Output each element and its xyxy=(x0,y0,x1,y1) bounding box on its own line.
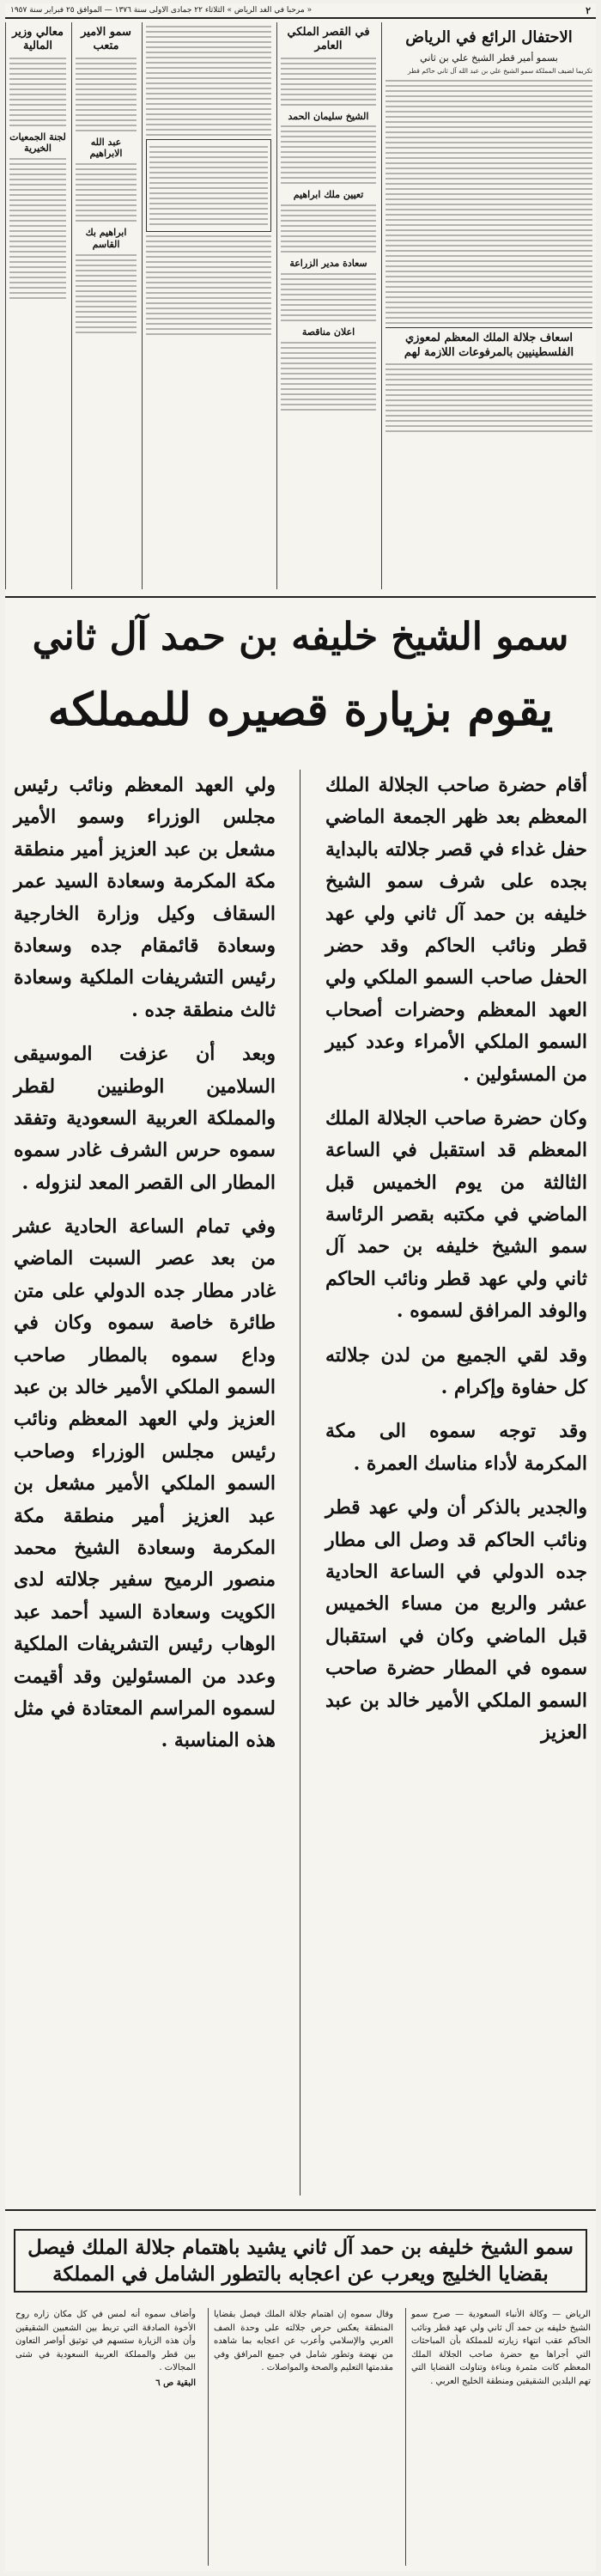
bottom-article-title: سمو الشيخ خليفه بن حمد آل ثاني يشيد باهتمام جلالة الملك فيصل بقضايا الخليج ويعرب عن اعجابه بالتطور الشامل في المملكة xyxy=(14,2229,587,2293)
top-col-4 xyxy=(71,22,140,589)
bottom-left-column xyxy=(10,2308,201,2566)
top-col-2-title: في القصر الملكي العامر xyxy=(287,26,370,53)
top-col-1-title: الاحتفال الرائع في الرياض xyxy=(405,28,573,46)
main-paragraph: ولي العهد المعظم ونائب رئيس مجلس الوزراء وسمو الأمير مشعل بن عبد العزيز أمير منطقة مكة المكرمة وسعادة السيد عمر السقاف وكيل وزارة الخارجية وسعادة قائمقام جده وسعادة رئيس التشريفات الملكية وسعادة ثالث منطقة جده . xyxy=(14,774,276,1021)
top-col-1-subtitle: بسمو أمير قطر الشيخ علي بن ثاني xyxy=(420,52,558,64)
top-col-2-heading-4: اعلان مناقصة xyxy=(301,326,355,338)
main-article-body xyxy=(5,770,596,2195)
top-col-3-heading-2: ابراهيم بك القاسم xyxy=(85,227,127,250)
top-col-3-heading-1: عبد الله الابراهيم xyxy=(89,136,123,160)
main-headline-line-2: يقوم بزيارة قصيره للمملكه xyxy=(47,684,554,736)
continued-note: البقية ص ٦ xyxy=(155,2378,196,2388)
top-col-1-text xyxy=(385,80,592,324)
bottom-paragraph: الرياض — وكالة الأنباء السعودية — صرح سمو الشيخ خليفه بن حمد آل ثاني ولي عهد قطر ونائب الحاكم عقب انتهاء زيارته للمملكة بأن المباحثات التي أجراها مع حضرة صاحب الجلالة الملك المعظم كانت مثمرة وبناءة وتناولت القضايا التي تهم البلدين الشقيقين ومنطقة الخليج العربي . xyxy=(411,2310,591,2386)
top-col-2-heading-2: تعيين ملك ابراهيم xyxy=(293,189,364,201)
bottom-right-column xyxy=(405,2308,596,2566)
newspaper-page xyxy=(5,3,596,2572)
main-paragraph: وفي تمام الساعة الحادية عشر من بعد عصر السبت الماضي غادر مطار جده الدولي على متن طائرة خاصة سموه وكان في وداع سموه بالمطار صاحب السمو الملكي الأمير خالد بن عبد العزيز ولي العهد المعظم ونائب رئيس مجلس الوزراء وصاحب السمو الملكي الأمير مشعل بن عبد العزيز أمير منطقة مكة المكرمة وسعادة الشيخ محمد منصور الرميح سفير جلالته لدى الكويت وسعادة السيد أحمد عبد الوهاب رئيس التشريفات الملكية وعدد من المسئولين وقد أقيمت لسموه المراسم المعتادة في مثل هذه المناسبة . xyxy=(14,1215,276,1752)
bottom-paragraph: وقال سموه إن اهتمام جلالة الملك فيصل بقضايا المنطقة يعكس حرص جلالته على وحدة الصف العربي والإسلامي وأعرب عن اعجابه بما شاهده من نهضة وتطور شامل في جميع المرافق وفي مقدمتها التعليم والصحة والمواصلات . xyxy=(214,2310,393,2372)
main-paragraph: وقد توجه سموه الى مكة المكرمة لأداء مناسك العمرة . xyxy=(325,1420,587,1475)
top-col-5 xyxy=(5,22,70,589)
main-paragraph: وبعد أن عزفت الموسيقى السلامين الوطنيين لقطر والمملكة العربية السعودية وتفقد سموه حرس الشرف غادر سموه المطار الى القصر المعد لنزوله . xyxy=(14,1043,276,1194)
bottom-article-body xyxy=(5,2308,596,2566)
main-left-column xyxy=(5,770,284,2195)
main-headline-line-1: سمو الشيخ خليفه بن حمد آل ثاني xyxy=(32,615,569,659)
top-col-2-heading-3: سعادة مدير الزراعة xyxy=(289,258,367,269)
top-col-3-box xyxy=(146,139,271,232)
page-number: ٢ xyxy=(586,4,591,16)
main-right-column xyxy=(317,770,596,2195)
bottom-paragraph: وأضاف سموه أنه لمس في كل مكان زاره روح الأخوة الصادقة التي تربط بين الشعبين الشقيقين وأن هذه الزيارة ستسهم في توثيق أواصر التعاون بين قطر والمملكة العربية السعودية في شتى المجالات . xyxy=(15,2310,196,2372)
top-col-1-note: تكريما لضيف المملكة سمو الشيخ علي بن عبد الله آل ثاني حاكم قطر xyxy=(407,67,592,76)
top-col-4-heading-1: لجنة الجمعيات الخيرية xyxy=(9,131,66,155)
top-section xyxy=(5,22,596,589)
main-article xyxy=(5,596,596,2211)
bottom-article xyxy=(5,2224,596,2572)
top-col-3-title: سمو الامير متعب xyxy=(81,26,131,53)
issue-line: « مرحبا في الغد الرياض » الثلاثاء ٢٢ جمادى الاولى سنة ١٣٧٦ — الموافق ٢٥ فبراير سنة ١٩٥٧ xyxy=(10,6,313,15)
main-paragraph: وقد لقي الجميع من لدن جلالته كل حفاوة وإكرام . xyxy=(325,1343,587,1399)
bottom-middle-column xyxy=(208,2308,398,2566)
top-col-4-title: معالي وزير المالية xyxy=(12,26,64,53)
main-paragraph: أقام حضرة صاحب الجلالة الملك المعظم بعد ظهر الجمعة الماضي حفل غداء في قصر جلالته بالبداية بجده على شرف سمو الشيخ خليفه بن حمد آل ثاني ولي عهد قطر ونائب الحاكم وقد حضر الحفل صاحب السمو الملكي ولي العهد المعظم وحضرات أصحاب السمو الملكي الأمراء وعدد كبير من المسئولين . xyxy=(325,774,587,1086)
top-col-2 xyxy=(276,22,379,589)
main-paragraph: وكان حضرة صاحب الجلالة الملك المعظم قد استقبل في الساعة الثالثة من يوم الخميس قبل الماضي في مكتبه بقصر الرئاسة سمو الشيخ خليفه بن حمد آل ثاني ولي عهد قطر ونائب الحاكم والوفد المرافق لسموه . xyxy=(325,1106,587,1323)
top-col-3 xyxy=(142,22,275,589)
top-col-2-heading-1: الشيخ سليمان الحمد xyxy=(288,110,369,122)
running-header xyxy=(5,3,596,19)
main-paragraph: والجدير بالذكر أن ولي عهد قطر ونائب الحاكم قد وصل الى مطار جده الدولي في الساعة الحادية عشر والربع من مساء الخميس قبل الماضي وكان في استقبال سموه في المطار حضرة صاحب السمو الملكي الأمير خالد بن عبد العزيز xyxy=(325,1496,587,1744)
top-col-1-box-title: اسعاف جلالة الملك المعظم لمعوزي الفلسطينيين بالمرفوعات اللازمة لهم xyxy=(404,332,574,359)
top-col-1 xyxy=(381,22,596,589)
